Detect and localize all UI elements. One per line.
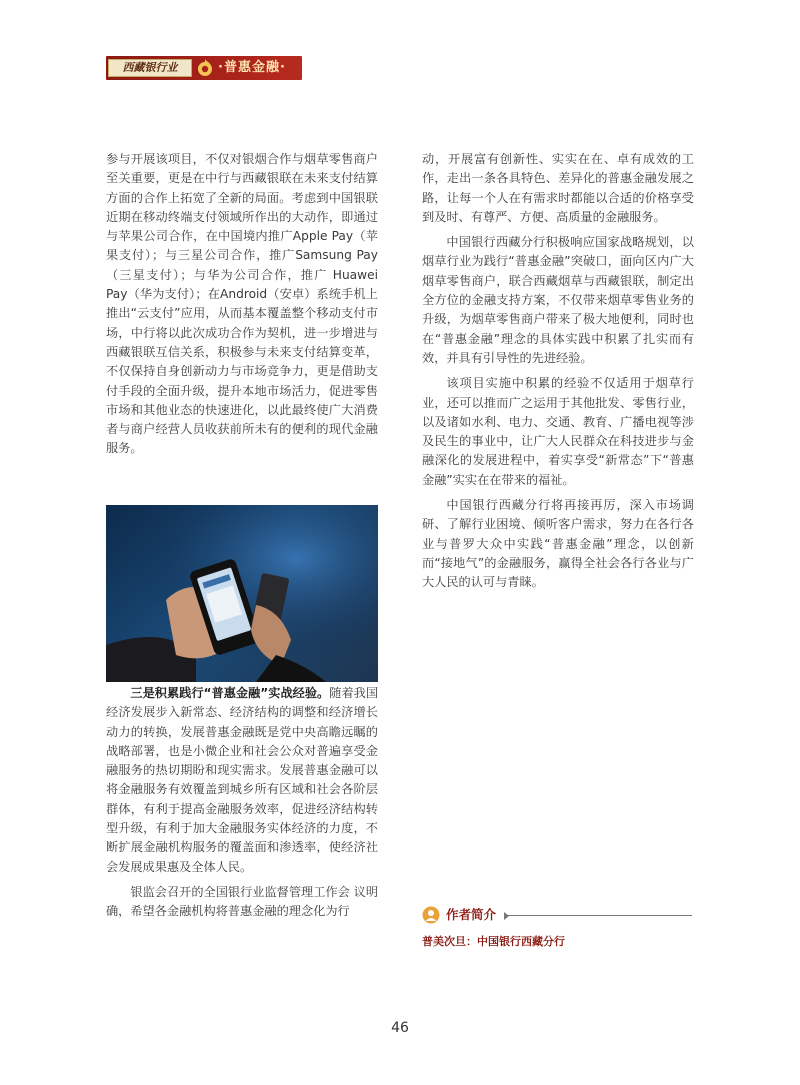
divider-line bbox=[506, 915, 692, 916]
header-section-title: ·普惠金融· bbox=[218, 60, 286, 75]
body-paragraph: 银监会召开的全国银行业监督管理工作会 议明确，希望各金融机构将普惠金融的理念化为行 bbox=[106, 884, 379, 919]
author-heading-row bbox=[422, 906, 694, 926]
header-banner bbox=[106, 56, 302, 80]
paragraph-body: 随着我国经济发展步入新常态、经济结构的调整和经济增长动力的转换，发展普惠金融既是党中央高瞻远瞩的战略部署，也是小微企业和社会公众对普遍享受金融服务的热切期盼和现实需求。发展普惠金融可以将金融服务有效覆盖到城乡所有区域和社会各阶层群体，有利于提高金融服务效率，促进经济结构转型升级，有利于加大金融服务实体经济的力度，不断扩展金融机构服务的覆盖面和渗透率，使经济社会发展成果惠及全体人民。 bbox=[106, 686, 379, 874]
person-icon bbox=[422, 906, 440, 924]
right-column bbox=[422, 150, 694, 593]
body-paragraph bbox=[106, 684, 378, 877]
body-paragraph: 中国银行西藏分行积极响应国家战略规划，以烟草行业为践行“普惠金融”突破口，面向区内广大烟草零售商户，联合西藏烟草与西藏银联，制定出全方位的金融支持方案，不仅带来烟草零售业务的升级，为烟草零售商户带来了极大地便利，同时也在“普惠金融”理念的具体实践中积累了扎实而有效，并具有引导性的先进经验。 bbox=[422, 235, 694, 365]
body-paragraph: 该项目实施中积累的经验不仅适用于烟草行业，还可以推而广之运用于其他批发、零售行业，以及诸如水利、电力、交通、教育、广播电视等涉及民生的事业中，让广大人民群众在科技进步与金融深化的发展进程中，着实享受“新常态”下“普惠金融”实实在在带来的福祉。 bbox=[422, 376, 694, 487]
paragraph-lead-bold: 三是积累践行“普惠金融”实战经验。 bbox=[130, 686, 330, 700]
author-heading: 作者简介 bbox=[446, 907, 497, 922]
left-column-top bbox=[106, 150, 378, 459]
photo-illustration bbox=[106, 505, 378, 682]
page-number: 46 bbox=[391, 1020, 409, 1036]
author-name: 普美次旦：中国银行西藏分行 bbox=[422, 935, 565, 948]
left-column-bottom bbox=[106, 684, 378, 922]
photo-mobile-payment bbox=[106, 505, 378, 682]
body-paragraph: 动，开展富有创新性、实实在在、卓有成效的工作，走出一条各具特色、差异化的普惠金融发展之路，让每一个人在有需求时都能以合适的价格享受到及时、有尊严、方便、高质量的金融服务。 bbox=[422, 152, 694, 224]
author-intro bbox=[422, 906, 694, 948]
emblem-icon bbox=[196, 58, 214, 78]
body-paragraph: 中国银行西藏分行将再接再厉，深入市场调研、了解行业困境、倾听客户需求，努力在各行各业与普罗大众中实践“普惠金融”理念，以创新而“接地气”的金融服务，赢得全社会各行各业与广大人民的认可与青睐。 bbox=[422, 498, 694, 590]
body-paragraph: 参与开展该项目，不仅对银烟合作与烟草零售商户至关重要，更是在中行与西藏银联在未来支付结算方面的合作上拓宽了全新的局面。考虑到中国银联近期在移动终端支付领域所作出的大动作，即通过与苹果公司合作，在中国境内推广Apple Pay（苹果支付）；与三星公司合作，推广Samsung Pay（三星支付）；与华为公司合作，推广 Huawei Pay（华为支付）；在Android（安卓）系统手机上推出“云支付”应用，从而基本覆盖整个移动支付市场，中行将以此次成功合作为契机，进一步增进与西藏银联互信关系，积极参与未来支付结算变革，不仅保持自身创新动力与市场竞争力，更是借助支付手段的全面升级，提升本地市场活力，促进零售市场和其他业态的快速进化，以此最终使广大消费者与商户经营人员收获前所未有的便利的现代金融服务。 bbox=[106, 152, 378, 456]
header-logo-text: 西藏银行业 bbox=[108, 59, 192, 77]
divider-arrow bbox=[504, 912, 509, 920]
